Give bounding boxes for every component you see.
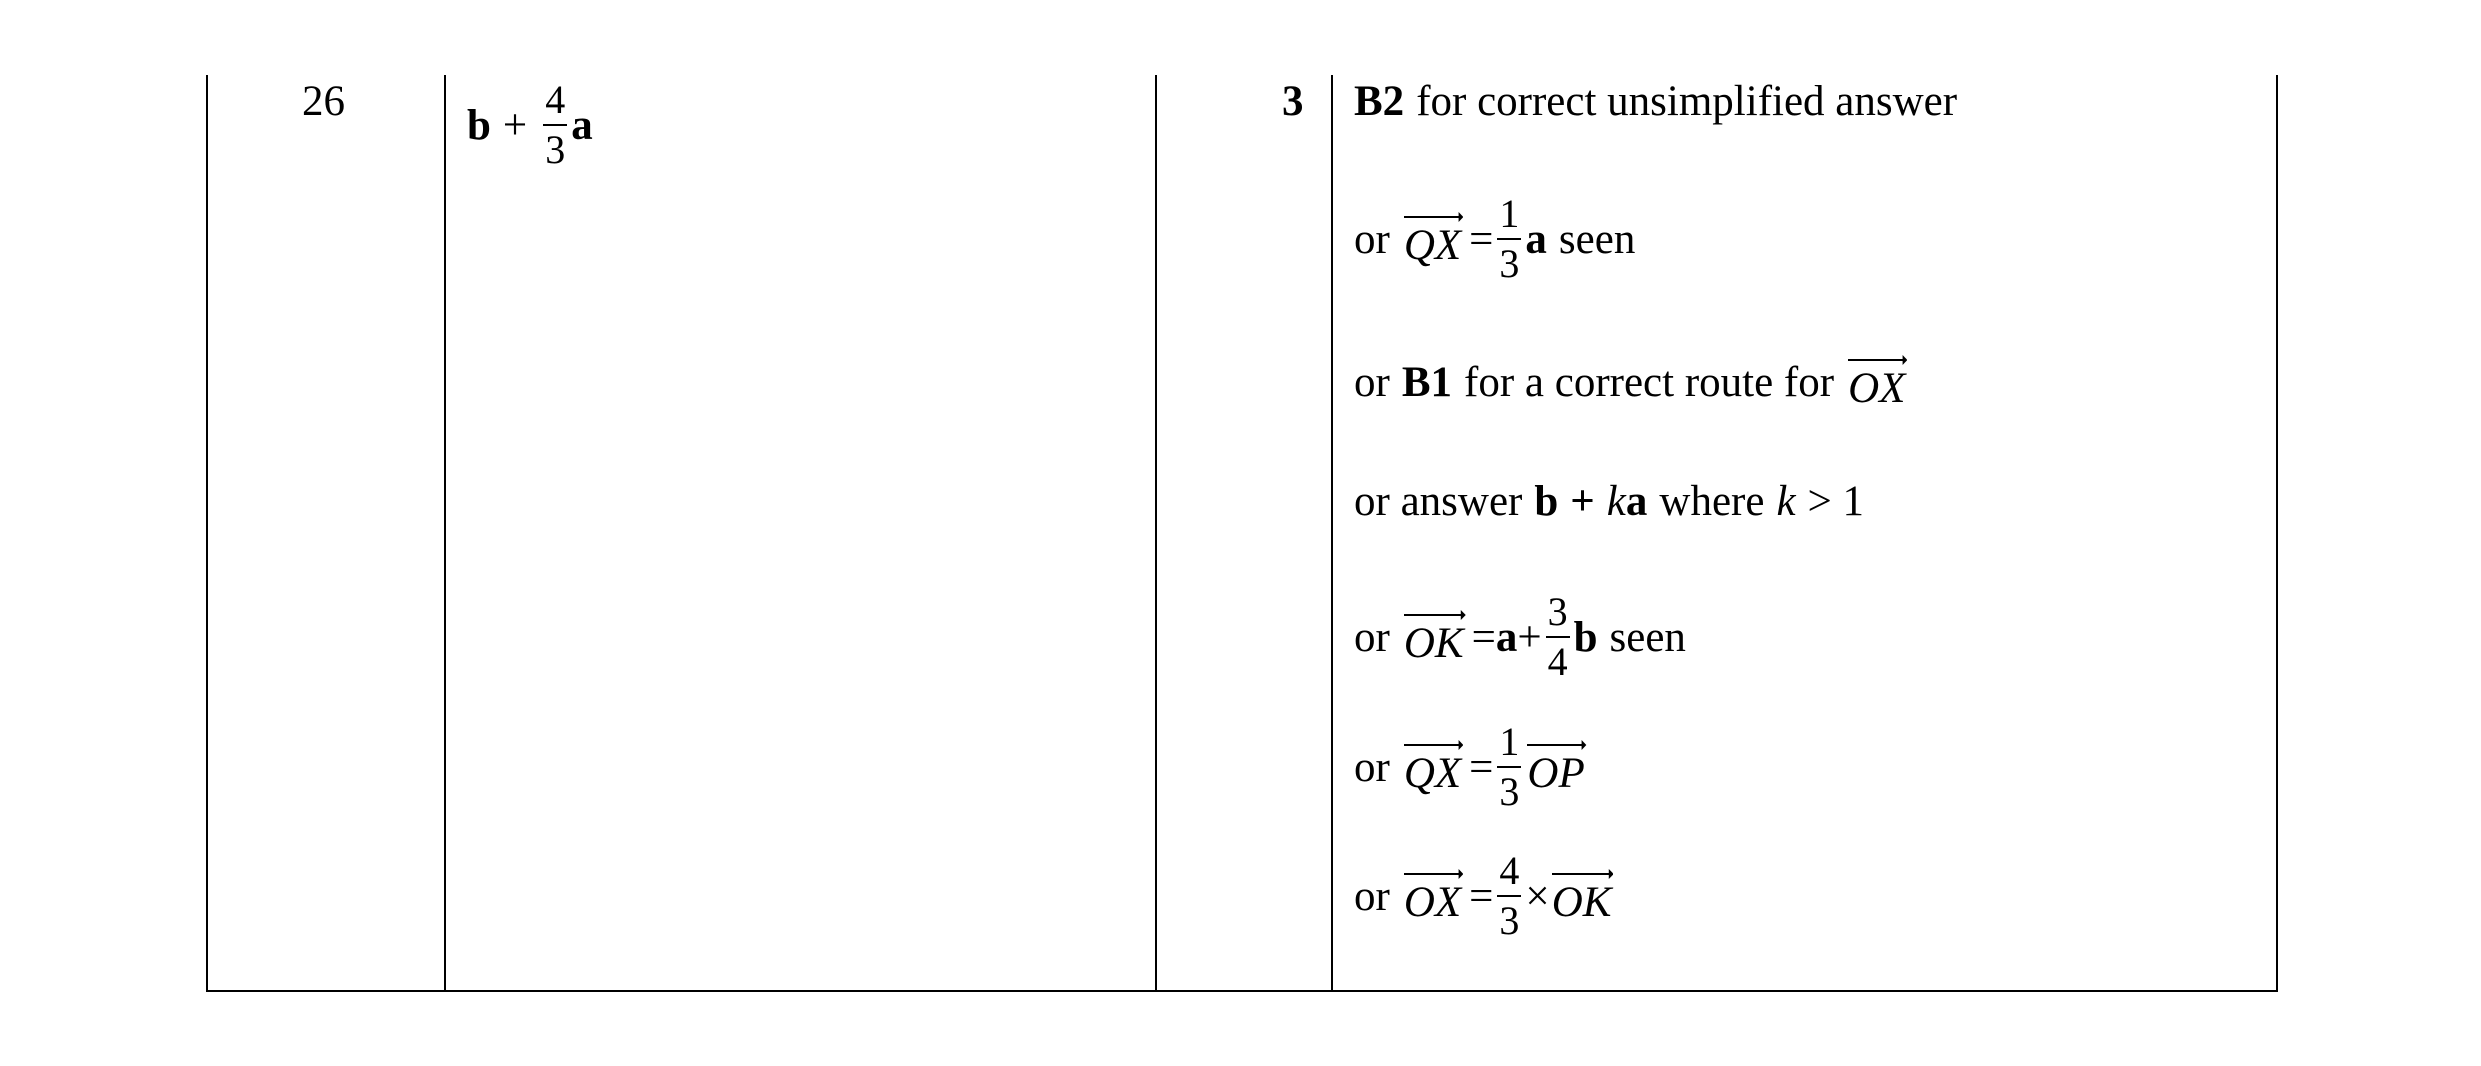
fraction-numerator: 1 — [1499, 719, 1520, 764]
vector-a: a — [1525, 215, 1547, 263]
equals-sign: = — [1469, 743, 1494, 791]
guidance-line-1 — [1354, 46, 1957, 156]
or-label: or — [1354, 743, 1390, 791]
or-label: or — [1354, 215, 1390, 263]
or-label: or — [1354, 358, 1390, 406]
vector-a: a — [1625, 477, 1648, 525]
vector-arrow-icon — [1848, 352, 1907, 368]
vector-arrow-icon — [1552, 866, 1614, 882]
fraction — [1497, 191, 1521, 286]
equals-sign: = — [1469, 215, 1494, 263]
or-label: or — [1354, 613, 1390, 661]
vector-a: a — [1495, 613, 1518, 661]
vector-ok: OK — [1552, 866, 1612, 927]
scalar-k: k — [1776, 477, 1796, 525]
guidance-text: for correct unsimplified answer — [1416, 77, 1958, 125]
fraction-denominator: 3 — [1497, 895, 1521, 941]
guidance-line-5 — [1354, 582, 1686, 692]
column-divider-3 — [1331, 75, 1333, 992]
fraction-denominator: 3 — [1497, 766, 1521, 812]
vector-ox: OX — [1404, 866, 1461, 927]
guidance-line-4 — [1354, 446, 1864, 556]
fraction — [1497, 848, 1521, 943]
inequality: > 1 — [1807, 477, 1865, 525]
answer-vector-a: a — [571, 101, 593, 149]
answer-cell — [467, 60, 593, 190]
scalar-k: k — [1606, 477, 1626, 525]
vector-arrow-icon — [1404, 737, 1463, 753]
vector-arrow-icon — [1404, 866, 1463, 882]
fraction-denominator: 3 — [1497, 238, 1521, 284]
fraction-numerator: 3 — [1547, 589, 1568, 634]
fraction-numerator: 4 — [1499, 848, 1520, 893]
guidance-line-2 — [1354, 184, 1635, 294]
guidance-text: for a correct route for — [1464, 358, 1835, 406]
or-label: or — [1354, 872, 1390, 920]
answer-plus: + — [502, 101, 528, 149]
plus-sign: + — [1570, 477, 1595, 525]
vector-ok: OK — [1404, 607, 1464, 668]
vector-arrow-icon — [1527, 737, 1586, 753]
times-sign: × — [1525, 872, 1550, 920]
vector-b: b — [1573, 613, 1598, 661]
column-divider-1 — [444, 75, 446, 992]
answer-vector-b: b — [467, 101, 491, 149]
table-border-left — [206, 75, 208, 992]
mark-code-b2: B2 — [1354, 77, 1405, 125]
guidance-text: or answer — [1354, 477, 1523, 525]
fraction-numerator: 1 — [1499, 191, 1520, 236]
plus-sign: + — [1517, 613, 1542, 661]
where-label: where — [1659, 477, 1765, 525]
fraction — [1497, 719, 1521, 814]
answer-fraction — [543, 77, 567, 172]
table-border-bottom — [206, 990, 2278, 992]
equals-sign: = — [1469, 872, 1494, 920]
guidance-line-6 — [1354, 712, 1587, 822]
vector-qx: QX — [1404, 209, 1461, 270]
table-border-right — [2276, 75, 2278, 992]
fraction-denominator: 4 — [1546, 636, 1570, 682]
mark-code-b1: B1 — [1401, 358, 1453, 406]
vector-op: OP — [1527, 737, 1584, 798]
column-divider-2 — [1155, 75, 1157, 992]
seen-label: seen — [1609, 613, 1686, 661]
equals-sign: = — [1471, 613, 1496, 661]
question-number: 26 — [302, 78, 345, 125]
guidance-line-7 — [1354, 841, 1613, 951]
vector-ox: OX — [1848, 352, 1905, 413]
fraction-numerator: 4 — [545, 77, 566, 122]
vector-qx: QX — [1404, 737, 1461, 798]
vector-arrow-icon — [1404, 209, 1463, 225]
mark-value: 3 — [1282, 78, 1304, 125]
guidance-line-3 — [1354, 327, 1907, 437]
vector-b: b — [1534, 477, 1559, 525]
fraction — [1546, 589, 1570, 684]
fraction-denominator: 3 — [543, 124, 567, 170]
seen-label: seen — [1558, 215, 1636, 263]
vector-arrow-icon — [1404, 607, 1466, 623]
